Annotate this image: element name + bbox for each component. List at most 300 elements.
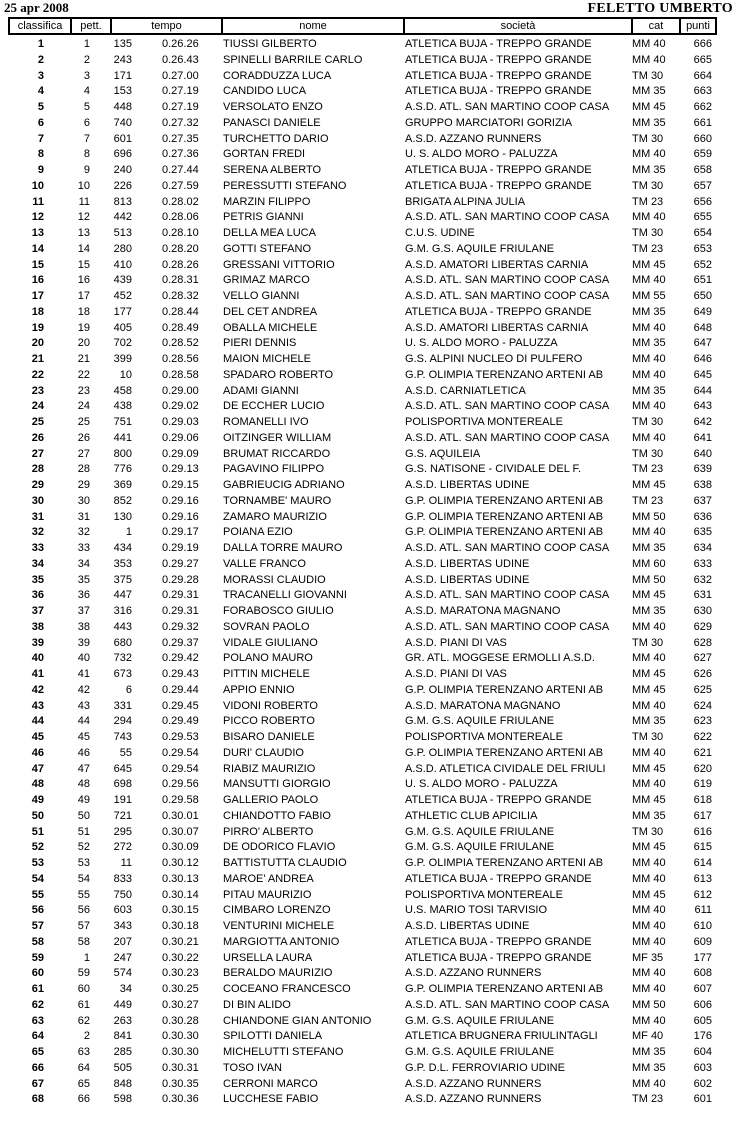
bib-number: 732 xyxy=(113,652,132,665)
category: MM 40 xyxy=(632,920,666,932)
bib-number: 813 xyxy=(113,195,132,208)
athlete-name: GABRIEUCIG ADRIANO xyxy=(223,479,345,491)
table-row xyxy=(0,447,739,463)
athlete-name: APPIO ENNIO xyxy=(223,683,295,696)
race-time: 0.30.30 xyxy=(162,1046,199,1058)
bib-number: 405 xyxy=(113,321,132,334)
rank-overall: 25 xyxy=(31,416,44,428)
race-time: 0.29.16 xyxy=(162,494,199,507)
rank-category: 17 xyxy=(77,290,90,302)
rank-category: 26 xyxy=(77,431,90,444)
rank-overall: 44 xyxy=(31,715,44,728)
rank-overall: 22 xyxy=(31,368,44,381)
athlete-name: VERSOLATO ENZO xyxy=(223,101,323,113)
category: MM 40 xyxy=(632,53,666,66)
athlete-name: POIANA EZIO xyxy=(223,526,293,539)
table-row xyxy=(0,825,739,841)
points: 615 xyxy=(693,841,712,854)
rank-overall: 14 xyxy=(31,242,44,255)
points: 618 xyxy=(693,794,712,806)
category: MM 35 xyxy=(632,715,666,728)
athlete-name: CANDIDO LUCA xyxy=(223,85,307,98)
club-name: ATLETICA BUJA - TREPPO GRANDE xyxy=(405,38,592,50)
category: MM 35 xyxy=(632,809,666,822)
rank-overall: 60 xyxy=(31,967,44,980)
rank-category: 1 xyxy=(83,38,90,50)
club-name: ATLETICA BUJA - TREPPO GRANDE xyxy=(405,872,592,885)
club-name: A.S.D. AZZANO RUNNERS xyxy=(405,1093,542,1106)
category: TM 23 xyxy=(632,242,664,255)
club-name: A.S.D. AMATORI LIBERTAS CARNIA xyxy=(405,321,589,334)
table-row xyxy=(0,289,739,305)
bib-number: 247 xyxy=(113,951,132,964)
athlete-name: FORABOSCO GIULIO xyxy=(223,605,334,617)
rank-overall: 11 xyxy=(32,195,44,208)
table-row xyxy=(0,730,739,746)
category: MM 40 xyxy=(632,38,666,50)
bib-number: 458 xyxy=(113,384,132,397)
club-name: A.S.D. ATL. SAN MARTINO COOP CASA xyxy=(405,211,610,224)
rank-overall: 16 xyxy=(31,274,44,287)
race-time: 0.26.26 xyxy=(162,38,199,50)
bib-number: 751 xyxy=(113,416,132,428)
club-name: A.S.D. AZZANO RUNNERS xyxy=(405,132,542,145)
bib-number: 226 xyxy=(113,179,132,192)
rank-category: 24 xyxy=(77,400,90,413)
rank-category: 4 xyxy=(83,85,90,98)
rank-overall: 51 xyxy=(31,825,44,838)
rank-category: 40 xyxy=(77,652,90,665)
table-row xyxy=(0,919,739,935)
athlete-name: CIMBARO LORENZO xyxy=(223,904,331,917)
rank-category: 61 xyxy=(77,998,90,1011)
athlete-name: PIRRO' ALBERTO xyxy=(223,825,314,838)
table-row xyxy=(0,777,739,793)
bib-number: 34 xyxy=(119,983,132,995)
table-row xyxy=(0,163,739,179)
rank-category: 27 xyxy=(77,447,90,460)
rank-overall: 32 xyxy=(31,526,44,539)
category: TM 30 xyxy=(632,179,664,192)
points: 624 xyxy=(693,699,712,712)
category: MM 40 xyxy=(632,353,666,365)
athlete-name: SERENA ALBERTO xyxy=(223,164,322,176)
club-name: A.S.D. LIBERTAS UDINE xyxy=(405,920,530,932)
points: 623 xyxy=(693,715,712,728)
rank-overall: 10 xyxy=(31,179,44,192)
race-time: 0.29.44 xyxy=(162,683,199,696)
table-row xyxy=(0,651,739,667)
category: TM 30 xyxy=(632,132,664,145)
race-time: 0.29.42 xyxy=(162,652,199,665)
rank-category: 59 xyxy=(77,967,90,980)
category: MM 40 xyxy=(632,211,666,224)
rank-overall: 61 xyxy=(31,983,44,995)
race-time: 0.28.56 xyxy=(162,353,199,365)
race-time: 0.30.35 xyxy=(162,1077,199,1090)
athlete-name: ROMANELLI IVO xyxy=(223,416,309,428)
table-row xyxy=(0,1061,739,1077)
category: MM 40 xyxy=(632,746,666,759)
points: 635 xyxy=(693,526,712,539)
athlete-name: PAGAVINO FILIPPO xyxy=(223,463,325,476)
category: MM 40 xyxy=(632,431,666,444)
athlete-name: VIDALE GIULIANO xyxy=(223,636,318,649)
points: 645 xyxy=(693,368,712,381)
points: 604 xyxy=(693,1046,712,1058)
category: MM 40 xyxy=(632,148,666,161)
athlete-name: SPINELLI BARRILE CARLO xyxy=(223,53,363,66)
athlete-name: BRUMAT RICCARDO xyxy=(223,447,331,460)
points: 641 xyxy=(693,431,712,444)
table-row xyxy=(0,336,739,352)
category: MM 40 xyxy=(632,400,666,413)
points: 666 xyxy=(693,38,712,50)
points: 644 xyxy=(693,384,712,397)
category: MM 35 xyxy=(632,337,666,350)
rank-category: 41 xyxy=(77,668,90,680)
rank-category: 30 xyxy=(77,494,90,507)
athlete-name: CERRONI MARCO xyxy=(223,1077,318,1090)
table-row xyxy=(0,683,739,699)
club-name: A.S.D. ATL. SAN MARTINO COOP CASA xyxy=(405,620,610,633)
points: 662 xyxy=(693,101,712,113)
club-name: ATLETICA BUJA - TREPPO GRANDE xyxy=(405,794,592,806)
race-time: 0.28.06 xyxy=(162,211,199,224)
race-time: 0.29.03 xyxy=(162,416,199,428)
rank-category: 20 xyxy=(77,337,90,350)
table-row xyxy=(0,242,739,258)
table-row xyxy=(0,384,739,400)
rank-category: 10 xyxy=(77,179,90,192)
table-row xyxy=(0,226,739,242)
bib-number: 645 xyxy=(113,762,132,775)
rank-category: 29 xyxy=(77,479,90,491)
club-name: ATLETICA BUJA - TREPPO GRANDE xyxy=(405,951,592,964)
table-row xyxy=(0,258,739,274)
bib-number: 55 xyxy=(119,746,132,759)
club-name: ATLETICA BUJA - TREPPO GRANDE xyxy=(405,164,592,176)
athlete-name: SPILOTTI DANIELA xyxy=(223,1030,323,1043)
table-row xyxy=(0,951,739,967)
rank-category: 25 xyxy=(77,416,90,428)
rank-category: 43 xyxy=(77,699,90,712)
rank-category: 58 xyxy=(77,935,90,948)
points: 628 xyxy=(693,636,712,649)
race-time: 0.28.10 xyxy=(162,227,199,239)
category: MM 45 xyxy=(632,589,666,602)
athlete-name: MORASSI CLAUDIO xyxy=(223,573,326,586)
points: 650 xyxy=(693,290,712,302)
race-time: 0.27.00 xyxy=(162,69,199,82)
club-name: G.P. D.L. FERROVIARIO UDINE xyxy=(405,1061,565,1074)
race-time: 0.30.07 xyxy=(162,825,199,838)
club-name: A.S.D. AZZANO RUNNERS xyxy=(405,967,542,980)
rank-category: 55 xyxy=(77,888,90,901)
bib-number: 171 xyxy=(113,69,132,82)
rank-overall: 13 xyxy=(31,227,44,239)
bib-number: 601 xyxy=(113,132,132,145)
athlete-name: BISARO DANIELE xyxy=(223,731,315,743)
bib-number: 285 xyxy=(113,1046,132,1058)
race-time: 0.28.20 xyxy=(162,242,199,255)
bib-number: 280 xyxy=(113,242,132,255)
bib-number: 375 xyxy=(113,573,132,586)
club-name: G.P. OLIMPIA TERENZANO ARTENI AB xyxy=(405,746,604,759)
rank-overall: 57 xyxy=(31,920,44,932)
bib-number: 740 xyxy=(113,116,132,129)
points: 611 xyxy=(694,904,712,917)
points: 602 xyxy=(693,1077,712,1090)
table-row xyxy=(0,903,739,919)
bib-number: 673 xyxy=(113,668,132,680)
points: 631 xyxy=(693,589,712,602)
rank-overall: 5 xyxy=(37,101,44,113)
column-header xyxy=(8,17,717,35)
rank-overall: 46 xyxy=(31,746,44,759)
bib-number: 442 xyxy=(113,211,132,224)
race-time: 0.30.36 xyxy=(162,1093,199,1106)
athlete-name: VIDONI ROBERTO xyxy=(223,699,318,712)
category: TM 30 xyxy=(632,227,664,239)
rank-overall: 20 xyxy=(31,337,44,350)
race-time: 0.27.36 xyxy=(162,148,199,161)
points: 608 xyxy=(693,967,712,980)
table-row xyxy=(0,132,739,148)
rank-category: 42 xyxy=(77,683,90,696)
race-time: 0.29.00 xyxy=(162,384,199,397)
athlete-name: CHIANDOTTO FABIO xyxy=(223,809,331,822)
table-row xyxy=(0,604,739,620)
race-time: 0.30.31 xyxy=(162,1061,199,1074)
bib-number: 343 xyxy=(113,920,132,932)
club-name: G.S. AQUILEIA xyxy=(405,447,481,460)
race-time: 0.29.06 xyxy=(162,431,199,444)
table-row xyxy=(0,573,739,589)
category: MM 40 xyxy=(632,699,666,712)
bib-number: 447 xyxy=(113,589,132,602)
table-row xyxy=(0,636,739,652)
rank-category: 13 xyxy=(77,227,90,239)
bib-number: 696 xyxy=(113,148,132,161)
table-row xyxy=(0,494,739,510)
bib-number: 743 xyxy=(113,731,132,743)
athlete-name: GALLERIO PAOLO xyxy=(223,794,319,806)
table-row xyxy=(0,699,739,715)
rank-category: 37 xyxy=(77,605,90,617)
table-row xyxy=(0,620,739,636)
bib-number: 513 xyxy=(113,227,132,239)
rank-category: 50 xyxy=(77,809,90,822)
category: MM 35 xyxy=(632,1061,666,1074)
club-name: U. S. ALDO MORO - PALUZZA xyxy=(405,148,558,161)
athlete-name: TRACANELLI GIOVANNI xyxy=(223,589,347,602)
rank-overall: 30 xyxy=(31,494,44,507)
rank-overall: 34 xyxy=(31,557,44,570)
table-row xyxy=(0,541,739,557)
race-time: 0.27.19 xyxy=(162,85,199,98)
race-time: 0.30.09 xyxy=(162,841,199,854)
points: 626 xyxy=(693,668,712,680)
table-row xyxy=(0,116,739,132)
points: 627 xyxy=(693,652,712,665)
athlete-name: VELLO GIANNI xyxy=(223,290,300,302)
category: MM 35 xyxy=(632,116,666,129)
table-row xyxy=(0,982,739,998)
rank-category: 14 xyxy=(77,242,90,255)
points: 606 xyxy=(693,998,712,1011)
bib-number: 702 xyxy=(113,337,132,350)
points: 643 xyxy=(693,400,712,413)
club-name: A.S.D. LIBERTAS UDINE xyxy=(405,479,530,491)
points: 661 xyxy=(693,116,712,129)
rank-overall: 33 xyxy=(31,542,44,554)
bib-number: 841 xyxy=(113,1030,132,1043)
club-name: A.S.D. ATL. SAN MARTINO COOP CASA xyxy=(405,400,610,413)
rank-category: 53 xyxy=(77,857,90,869)
rank-overall: 28 xyxy=(31,463,44,476)
category: TM 30 xyxy=(632,825,664,838)
category: MM 35 xyxy=(632,85,666,98)
rank-category: 57 xyxy=(77,920,90,932)
athlete-name: ZAMARO MAURIZIO xyxy=(223,510,327,523)
rank-category: 18 xyxy=(77,305,90,318)
athlete-name: PIERI DENNIS xyxy=(223,337,297,350)
category: MF 35 xyxy=(632,951,664,964)
bib-number: 331 xyxy=(113,699,132,712)
rank-overall: 67 xyxy=(31,1077,44,1090)
rank-category: 38 xyxy=(77,620,90,633)
athlete-name: ADAMI GIANNI xyxy=(223,384,299,397)
points: 642 xyxy=(693,416,712,428)
race-time: 0.29.13 xyxy=(162,463,199,476)
bib-number: 452 xyxy=(113,290,132,302)
points: 625 xyxy=(693,683,712,696)
bib-number: 272 xyxy=(113,841,132,854)
points: 607 xyxy=(693,983,712,995)
table-row xyxy=(0,1092,739,1108)
rank-overall: 19 xyxy=(31,321,44,334)
athlete-name: CHIANDONE GIAN ANTONIO xyxy=(223,1014,372,1027)
bib-number: 603 xyxy=(113,904,132,917)
table-row xyxy=(0,856,739,872)
athlete-name: BERALDO MAURIZIO xyxy=(223,967,333,980)
club-name: G.P. OLIMPIA TERENZANO ARTENI AB xyxy=(405,683,604,696)
rank-category: 34 xyxy=(77,557,90,570)
table-row xyxy=(0,53,739,69)
bib-number: 848 xyxy=(113,1077,132,1090)
club-name: A.S.D. AZZANO RUNNERS xyxy=(405,1077,542,1090)
rank-category: 5 xyxy=(83,101,90,113)
bib-number: 574 xyxy=(113,967,132,980)
points: 663 xyxy=(693,85,712,98)
race-time: 0.28.52 xyxy=(162,337,199,350)
athlete-name: OITZINGER WILLIAM xyxy=(223,431,332,444)
rank-overall: 56 xyxy=(31,904,44,917)
rank-overall: 59 xyxy=(31,951,44,964)
club-name: A.S.D. PIANI DI VAS xyxy=(405,636,507,649)
table-row xyxy=(0,368,739,384)
bib-number: 153 xyxy=(113,85,132,98)
rank-overall: 17 xyxy=(31,290,44,302)
athlete-name: DELLA MEA LUCA xyxy=(223,227,316,239)
table-row xyxy=(0,714,739,730)
table-row xyxy=(0,840,739,856)
club-name: ATLETICA BUJA - TREPPO GRANDE xyxy=(405,69,592,82)
points: 665 xyxy=(693,53,712,66)
points: 605 xyxy=(693,1014,712,1027)
points: 648 xyxy=(693,321,712,334)
category: MM 40 xyxy=(632,620,666,633)
rank-category: 3 xyxy=(83,69,90,82)
club-name: POLISPORTIVA MONTEREALE xyxy=(405,888,563,901)
table-row xyxy=(0,273,739,289)
bib-number: 750 xyxy=(113,888,132,901)
table-row xyxy=(0,746,739,762)
points: 601 xyxy=(693,1093,712,1106)
athlete-name: TURCHETTO DARIO xyxy=(223,132,329,145)
race-time: 0.30.30 xyxy=(162,1030,199,1043)
points: 609 xyxy=(693,935,712,948)
club-name: ATLETICA BUJA - TREPPO GRANDE xyxy=(405,179,592,192)
points: 632 xyxy=(693,573,712,586)
table-row xyxy=(0,1045,739,1061)
category: MM 40 xyxy=(632,1014,666,1027)
bib-number: 1 xyxy=(125,526,132,539)
rank-overall: 50 xyxy=(31,809,44,822)
table-row xyxy=(0,305,739,321)
bib-number: 295 xyxy=(113,825,132,838)
club-name: POLISPORTIVA MONTEREALE xyxy=(405,731,563,743)
bib-number: 441 xyxy=(113,431,132,444)
bib-number: 240 xyxy=(113,164,132,176)
category: MM 35 xyxy=(632,1046,666,1058)
athlete-name: GRESSANI VITTORIO xyxy=(223,258,335,271)
bib-number: 505 xyxy=(113,1061,132,1074)
bib-number: 680 xyxy=(113,636,132,649)
bib-number: 438 xyxy=(113,400,132,413)
bib-number: 833 xyxy=(113,872,132,885)
points: 638 xyxy=(693,479,712,491)
header-societa: società xyxy=(405,19,633,33)
club-name: POLISPORTIVA MONTEREALE xyxy=(405,416,563,428)
bib-number: 448 xyxy=(113,101,132,113)
points: 622 xyxy=(693,731,712,743)
race-time: 0.30.21 xyxy=(162,935,199,948)
rank-overall: 66 xyxy=(31,1061,44,1074)
club-name: A.S.D. ATL. SAN MARTINO COOP CASA xyxy=(405,101,610,113)
rank-category: 2 xyxy=(83,1030,90,1043)
rank-overall: 27 xyxy=(31,447,44,460)
points: 616 xyxy=(693,825,712,838)
rank-category: 32 xyxy=(77,526,90,539)
category: MM 40 xyxy=(632,904,666,917)
header-tempo: tempo xyxy=(112,19,223,33)
table-row xyxy=(0,352,739,368)
points: 630 xyxy=(693,605,712,617)
race-time: 0.29.45 xyxy=(162,699,199,712)
rank-overall: 35 xyxy=(31,573,44,586)
rank-category: 54 xyxy=(77,872,90,885)
table-row xyxy=(0,1029,739,1045)
table-row xyxy=(0,179,739,195)
club-name: G.P. OLIMPIA TERENZANO ARTENI AB xyxy=(405,857,604,869)
points: 659 xyxy=(693,148,712,161)
points: 634 xyxy=(693,542,712,554)
rank-category: 28 xyxy=(77,463,90,476)
rank-overall: 48 xyxy=(31,778,44,791)
category: MM 55 xyxy=(632,290,666,302)
